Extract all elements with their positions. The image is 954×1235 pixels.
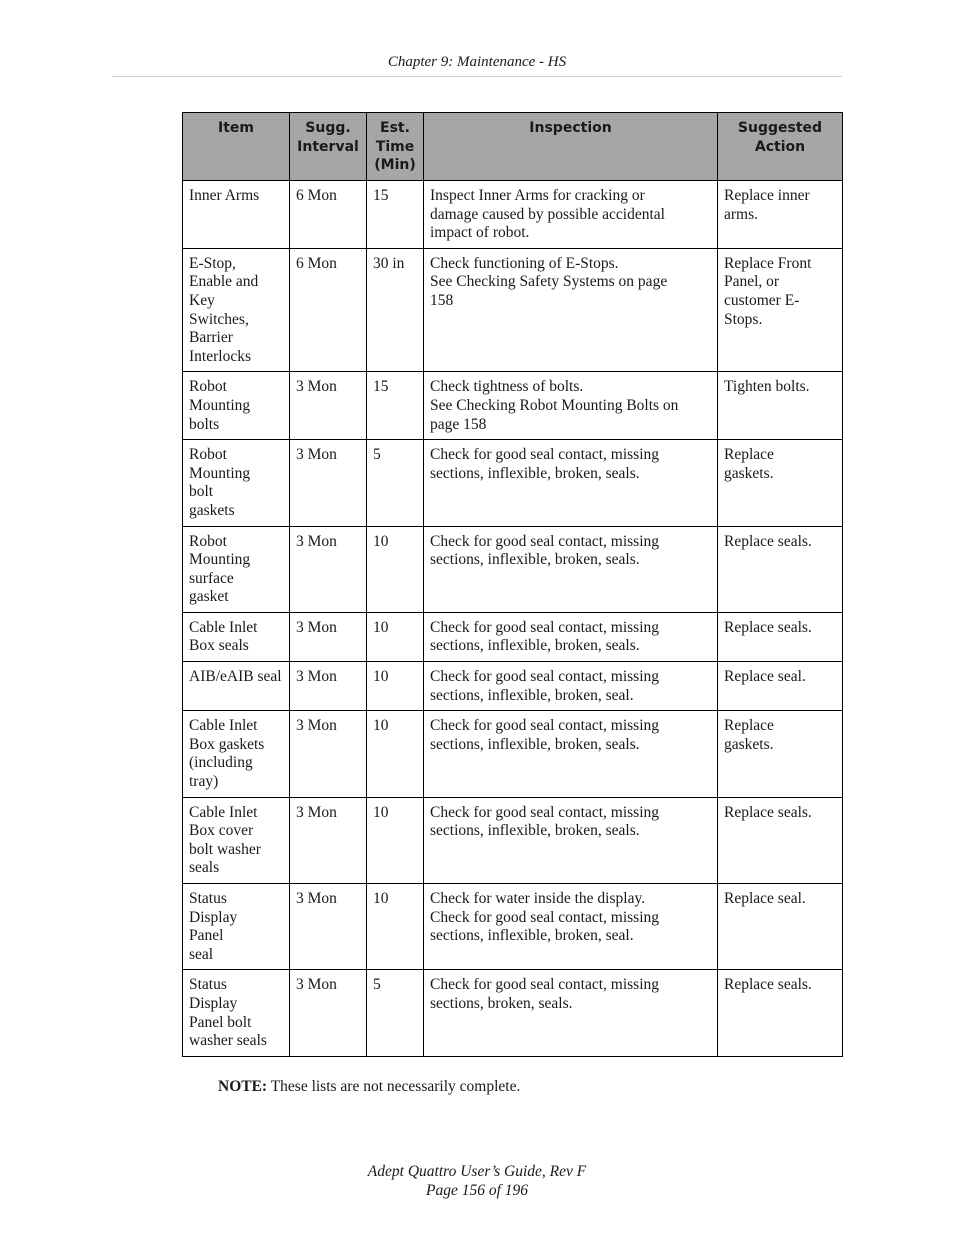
action-cell [718,970,843,1056]
item-cell [183,711,290,797]
item-cell-line: Cable Inlet [189,803,258,821]
action-cell-line: Replace [724,446,774,464]
inspection-cell [424,662,718,711]
time-cell [367,797,424,883]
inspection-cell-line: Check for good seal contact, missing [430,668,660,686]
action-cell-line: gaskets. [724,735,774,753]
inspection-cell-line: page 158 [430,415,487,433]
inspection-cell-line: Check for good seal contact, missing [430,976,660,994]
table-row [183,526,843,612]
item-cell-line: seals [189,859,220,877]
action-cell [718,797,843,883]
interval-cell-value: 6 Mon [296,254,337,272]
interval-cell-value: 3 Mon [296,976,337,994]
inspection-cell [424,970,718,1056]
item-cell-line: Robot [189,532,227,550]
item-cell-line: bolt washer [189,840,261,858]
page-footer [0,1163,954,1200]
item-cell-line: Display [189,994,238,1012]
table-row [183,248,843,372]
item-cell [183,248,290,372]
maintenance-table [182,112,843,1057]
inspection-cell-line: Check tightness of bolts. [430,378,584,396]
item-cell-line: Cable Inlet [189,618,258,636]
time-cell-value: 5 [373,446,381,464]
interval-cell [290,181,367,249]
action-cell-line: customer E- [724,291,800,309]
inspection-cell [424,612,718,661]
inspection-cell-line: Check for good seal contact, missing [430,717,660,735]
table-row [183,662,843,711]
time-cell-value: 10 [373,618,389,636]
inspection-cell [424,797,718,883]
inspection-cell-line: Check for good seal contact, missing [430,803,660,821]
inspection-cell-line: sections, inflexible, broken, seals. [430,551,640,569]
interval-cell [290,372,367,440]
page-number: Page 156 of 196 [425,1181,529,1199]
time-cell-value: 10 [373,890,389,907]
inspection-cell-line: impact of robot. [430,224,530,242]
interval-cell [290,612,367,661]
action-cell [718,711,843,797]
item-cell-line: Mounting [189,396,251,414]
action-cell-line: Replace seals. [724,532,812,550]
interval-cell [290,884,367,970]
note [218,1077,520,1096]
item-cell-line: Interlocks [189,347,251,365]
inspection-cell [424,526,718,612]
inspection-cell-line: See Checking Robot Mounting Bolts on [430,396,679,414]
table-row [183,372,843,440]
item-cell-line: Panel bolt [189,1013,252,1031]
time-cell-value: 10 [373,717,389,735]
item-cell-line: tray) [189,773,219,791]
interval-cell [290,526,367,612]
item-cell [183,526,290,612]
inspection-cell [424,248,718,372]
item-cell [183,440,290,526]
table-row [183,884,843,970]
item-cell [183,884,290,970]
interval-cell [290,797,367,883]
table-row [183,181,843,249]
time-cell [367,662,424,711]
item-cell-line: Mounting [189,464,251,482]
item-cell-line: Enable and [189,273,259,291]
column-header-inspection: Inspection [424,113,718,181]
item-cell-line: Robot [189,378,227,396]
action-cell-line: Replace Front [724,254,812,272]
action-cell [718,526,843,612]
inspection-cell [424,884,718,970]
interval-cell [290,440,367,526]
interval-cell-value: 3 Mon [296,803,337,821]
note-text: These lists are not necessarily complete. [267,1078,521,1095]
item-cell-line: Box gaskets [189,735,265,753]
action-cell [718,248,843,372]
running-header: Chapter 9: Maintenance - HS [387,54,567,70]
action-cell [718,440,843,526]
item-cell-line: AIB/eAIB seal [189,668,282,686]
item-cell-line: gasket [189,588,229,606]
item-cell-line: (including [189,754,253,772]
action-cell-line: Replace seals. [724,976,812,994]
inspection-cell-line: Check for good seal contact, missing [430,908,660,926]
interval-cell-value: 3 Mon [296,532,337,550]
table-row [183,612,843,661]
column-header-time: Est. Time (Min) [367,113,424,181]
inspection-cell-line: sections, inflexible, broken, seal. [430,927,634,945]
interval-cell [290,970,367,1056]
item-cell-line: surface [189,569,234,587]
item-cell-line: Box cover [189,822,254,840]
time-cell [367,711,424,797]
item-cell-line: seal [189,945,214,963]
action-cell-line: Panel, or [724,273,780,291]
inspection-cell-line: sections, inflexible, broken, seals. [430,822,640,840]
time-cell [367,970,424,1056]
action-cell-line: Replace seal. [724,890,806,907]
item-cell-line: Mounting [189,551,251,569]
table-body [183,181,843,1057]
table-row [183,711,843,797]
time-cell-value: 10 [373,803,389,821]
inspection-cell-line: damage caused by possible accidental [430,205,665,223]
action-cell [718,612,843,661]
action-cell-line: Stops. [724,310,763,328]
item-cell-line: Display [189,908,238,926]
time-cell [367,612,424,661]
inspection-cell-line: Check for good seal contact, missing [430,532,660,550]
column-header-item: Item [183,113,290,181]
action-cell-line: Replace seal. [724,668,806,686]
table-row [183,797,843,883]
interval-cell-value: 3 Mon [296,890,337,907]
inspection-cell-line: sections, inflexible, broken, seals. [430,464,640,482]
item-cell-line: E-Stop, [189,254,236,272]
inspection-cell-line: sections, inflexible, broken, seals. [430,735,640,753]
action-cell-line: gaskets. [724,464,774,482]
item-cell [183,612,290,661]
item-cell-line: Barrier [189,329,233,347]
column-header-interval: Sugg. Interval [290,113,367,181]
action-cell-line: Replace seals. [724,803,812,821]
inspection-cell-line: Check functioning of E-Stops. [430,254,619,272]
time-cell-value: 30 in [373,254,405,272]
inspection-cell-line: Inspect Inner Arms for cracking or [430,187,645,204]
time-cell [367,440,424,526]
inspection-cell-line: Check for water inside the display. [430,890,646,907]
inspection-cell-line: Check for good seal contact, missing [430,618,660,636]
item-cell-line: Box seals [189,637,249,655]
interval-cell-value: 6 Mon [296,187,337,204]
inspection-cell-line: Check for good seal contact, missing [430,446,660,464]
interval-cell-value: 3 Mon [296,618,337,636]
action-cell [718,372,843,440]
action-cell-line: Tighten bolts. [724,378,810,396]
inspection-cell [424,181,718,249]
item-cell-line: Status [189,890,227,907]
footer-title: Adept Quattro User’s Guide, Rev F [367,1163,587,1180]
item-cell-line: Inner Arms [189,187,260,204]
action-cell [718,181,843,249]
item-cell-line: Status [189,976,227,994]
inspection-cell-line: 158 [430,291,454,309]
item-cell [183,970,290,1056]
inspection-cell [424,440,718,526]
table-row [183,970,843,1056]
action-cell-line: Replace inner [724,187,810,204]
item-cell [183,797,290,883]
action-cell-line: Replace [724,717,774,735]
item-cell-line: Key [189,291,215,309]
item-cell [183,372,290,440]
time-cell-value: 15 [373,187,389,204]
item-cell-line: washer seals [189,1032,267,1050]
item-cell-line: Cable Inlet [189,717,258,735]
table-row [183,440,843,526]
time-cell [367,884,424,970]
interval-cell-value: 3 Mon [296,446,337,464]
interval-cell-value: 3 Mon [296,378,337,396]
note-label: NOTE: [218,1078,268,1095]
time-cell [367,526,424,612]
interval-cell [290,248,367,372]
action-cell-line: arms. [724,205,759,223]
interval-cell [290,662,367,711]
inspection-cell-line: sections, inflexible, broken, seal. [430,686,634,704]
time-cell-value: 5 [373,976,381,994]
action-cell [718,884,843,970]
item-cell-line: gaskets [189,501,235,519]
time-cell-value: 10 [373,668,389,686]
header-divider [112,76,842,77]
item-cell [183,181,290,249]
inspection-cell-line: See Checking Safety Systems on page [430,273,668,291]
table-header-row [183,113,843,181]
inspection-cell-line: sections, broken, seals. [430,994,573,1012]
item-cell-line: bolt [189,483,214,501]
item-cell [183,662,290,711]
item-cell-line: Panel [189,927,224,945]
time-cell [367,372,424,440]
time-cell-value: 10 [373,532,389,550]
interval-cell-value: 3 Mon [296,717,337,735]
item-cell-line: bolts [189,415,220,433]
action-cell [718,662,843,711]
time-cell [367,248,424,372]
time-cell-value: 15 [373,378,389,396]
item-cell-line: Switches, [189,310,249,328]
time-cell [367,181,424,249]
inspection-cell-line: sections, inflexible, broken, seals. [430,637,640,655]
inspection-cell [424,372,718,440]
item-cell-line: Robot [189,446,227,464]
inspection-cell [424,711,718,797]
action-cell-line: Replace seals. [724,618,812,636]
interval-cell-value: 3 Mon [296,668,337,686]
interval-cell [290,711,367,797]
column-header-action: Suggested Action [718,113,843,181]
